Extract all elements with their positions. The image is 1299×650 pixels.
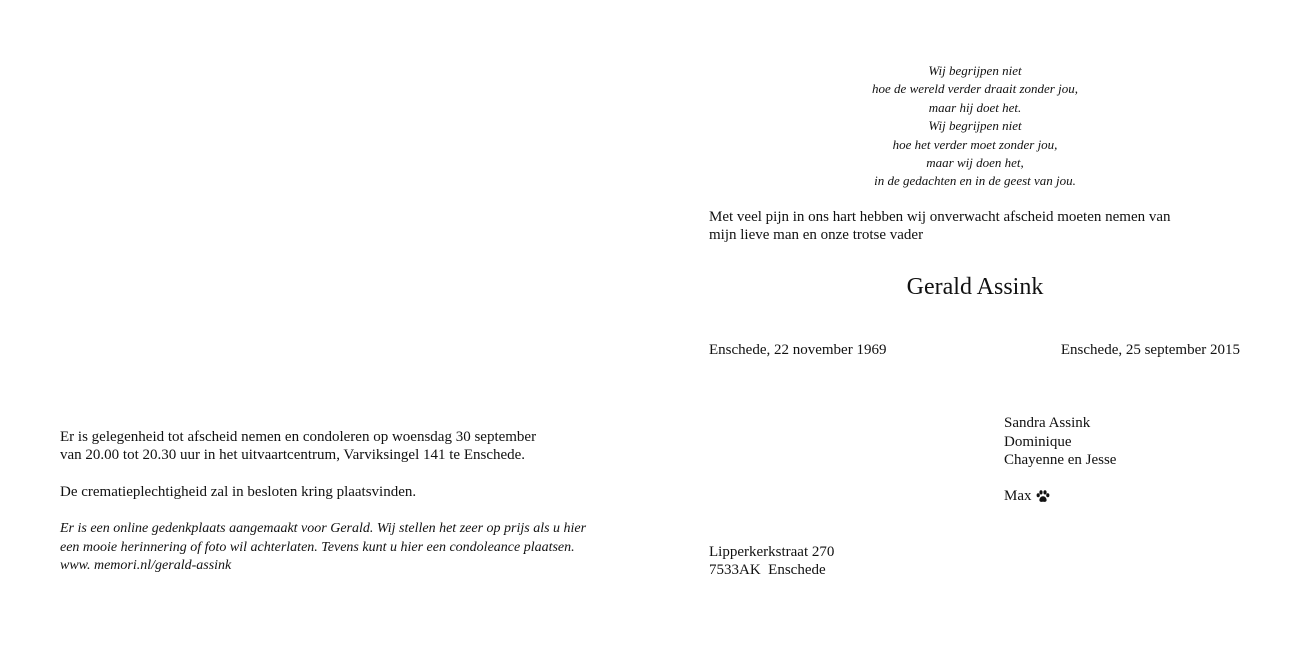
family-list [1004,414,1116,470]
address-street: Lipperkerkstraat 270 [709,544,835,560]
poem [825,62,1125,191]
intro-line: mijn lieve man en onze trotse vader [709,227,924,243]
poem-line: maar hij doet het. [928,99,1022,115]
death-date: Enschede, 25 september 2015 [1060,342,1240,358]
poem-line: maar wij doen het, [926,155,1024,171]
birth-date: Enschede, 22 november 1969 [709,342,887,358]
poem-line: Wij begrijpen niet [928,118,1022,134]
online-line: een mooie herinnering of foto wil achterlaten. Tevens kunt u hier een condoleance plaatsen. [60,539,575,555]
family-member: Chayenne en Jesse [1004,452,1117,468]
family-member: Sandra Assink [1004,415,1091,431]
online-line: Er is een online gedenkplaats aangemaakt voor Gerald. Wij stellen het zeer op prijs als u hier [60,521,587,536]
memorial-link: www. memori.nl/gerald-assink [60,558,232,573]
address-city: 7533AK Enschede [709,562,826,578]
left-page [0,0,649,650]
pet-line [1004,487,1050,505]
intro-paragraph [709,208,1269,244]
paw-icon [1036,490,1050,503]
deceased-name: Gerald Assink [906,274,1044,300]
address [709,543,834,579]
viewing-line: Er is gelegenheid tot afscheid nemen en condoleren op woensdag 30 september [60,429,537,445]
poem-line: hoe de wereld verder draait zonder jou, [872,81,1078,97]
online-memorial-paragraph [60,520,620,576]
poem-line: Wij begrijpen niet [928,63,1022,78]
cremation-paragraph: De crematieplechtigheid zal in besloten kring plaatsvinden. [60,484,417,500]
poem-line: in de gedachten en in de geest van jou. [874,173,1076,189]
viewing-line: van 20.00 tot 20.30 uur in het uitvaartcentrum, Varviksingel 141 te Enschede. [60,447,526,463]
pet-name: Max [1004,488,1032,504]
viewing-paragraph [60,428,620,464]
poem-line: hoe het verder moet zonder jou, [892,136,1058,152]
intro-line: Met veel pijn in ons hart hebben wij onverwacht afscheid moeten nemen van [709,209,1171,225]
family-member: Dominique [1004,433,1072,450]
right-page [650,0,1299,650]
